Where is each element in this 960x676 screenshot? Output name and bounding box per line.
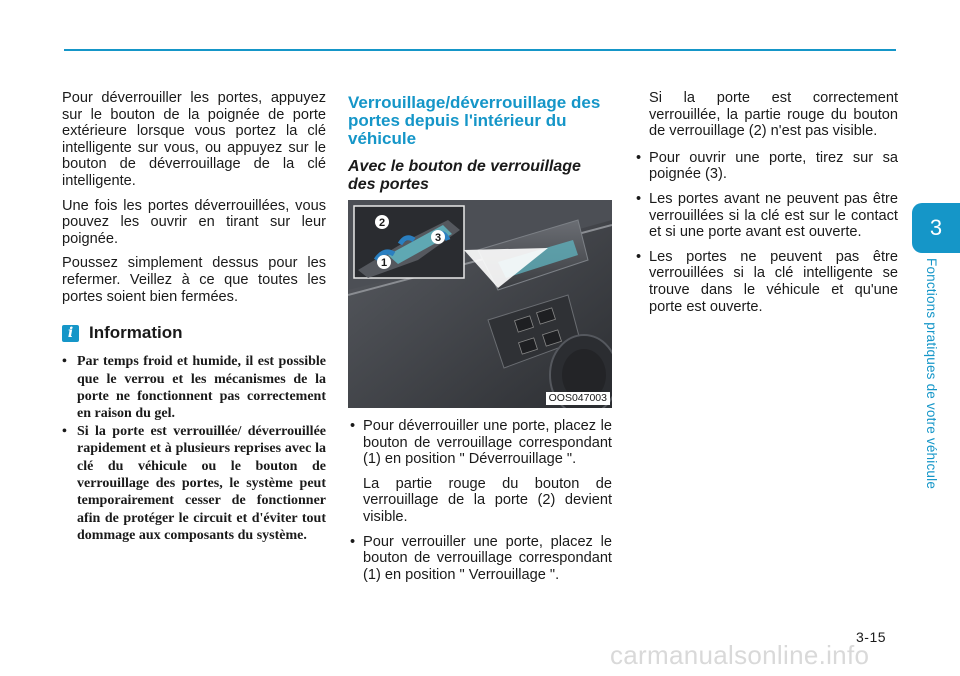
door-note-smart-key: • Les portes ne peuvent pas être verrouillées si la clé intelligente se trouve dans le véhicule et qu'une porte est ouverte. xyxy=(634,249,898,315)
intro-paragraph: Pour déverrouiller les portes, appuyez sur le bouton de la poignée de porte extérieure lorsque vous portez la clé intelligente sur vous, ou appuyez sur le bouton de déverrouillage de la clé intelligente. xyxy=(62,90,326,189)
chapter-label: Fonctions pratiques de votre véhicule xyxy=(924,258,939,490)
info-item-rapid-lock: • Si la porte est verrouillée/ déverrouillée rapidement et à plusieurs reprises avec la clé du véhicule ou le bouton de verrouillage des portes, le système peut temporairement cesser de fonctionner afin de protéger le circuit et d'éviter tout dommage aux composants du système. xyxy=(62,423,326,545)
section-subheading: Avec le bouton de verrouillage des portes xyxy=(348,158,581,193)
column-left xyxy=(62,90,326,545)
section-heading: Verrouillage/déverrouillage des portes depuis l'intérieur du véhicule xyxy=(348,93,601,148)
info-item-cold-weather: • Par temps froid et humide, il est possible que le verrou et les mécanismes de la porte ne fonctionnent pas correctement en raison du gel. xyxy=(62,353,326,423)
chapter-tab: 3 xyxy=(912,203,960,253)
column-right xyxy=(634,90,898,323)
information-icon: i xyxy=(62,325,79,342)
column-middle xyxy=(348,90,612,591)
lock-instruction: • Pour verrouiller une porte, placez le bouton de verrouillage correspondant (1) en position " Verrouillage ". xyxy=(348,534,612,584)
info-header xyxy=(62,323,326,343)
door-note-front-doors: • Les portes avant ne peuvent pas être verrouillées si la clé est sur le contact et si une porte avant est ouverte. xyxy=(634,191,898,241)
header-rule xyxy=(64,49,896,51)
door-note-open: • Pour ouvrir une porte, tirez sur sa poignée (3). xyxy=(634,150,898,183)
watermark: carmanualsonline.info xyxy=(610,640,870,670)
door-notes-list xyxy=(634,150,898,315)
open-door-paragraph: Une fois les portes déverrouillées, vous pouvez les ouvrir en tirant sur leur poignée. xyxy=(62,197,326,247)
info-list xyxy=(62,353,326,544)
page-number: 3-15 xyxy=(856,629,887,645)
callout-1: 1 xyxy=(380,257,388,269)
close-door-paragraph: Poussez simplement dessus pour les refermer. Veillez à ce que toutes les portes soient bien fermées. xyxy=(62,255,326,305)
callout-2: 2 xyxy=(378,217,386,229)
callout-3: 3 xyxy=(434,232,442,244)
unlock-instruction xyxy=(348,418,612,526)
callout-markers xyxy=(348,200,612,408)
info-title: Information xyxy=(89,323,183,343)
unlock-instruction-text: Pour déverrouiller une porte, placez le bouton de verrouillage correspondant (1) en position " Déverrouillage ". xyxy=(363,418,612,468)
lock-instructions-list xyxy=(348,418,612,583)
unlock-red-part-note: La partie rouge du bouton de verrouillage de la porte (2) devient visible. xyxy=(363,475,612,525)
figure-code: OOS047003 xyxy=(546,392,610,405)
door-lock-figure xyxy=(348,200,612,408)
locked-state-paragraph: Si la porte est correctement verrouillée, la partie rouge du bouton de verrouillage (2) n'est pas visible. xyxy=(649,90,898,140)
